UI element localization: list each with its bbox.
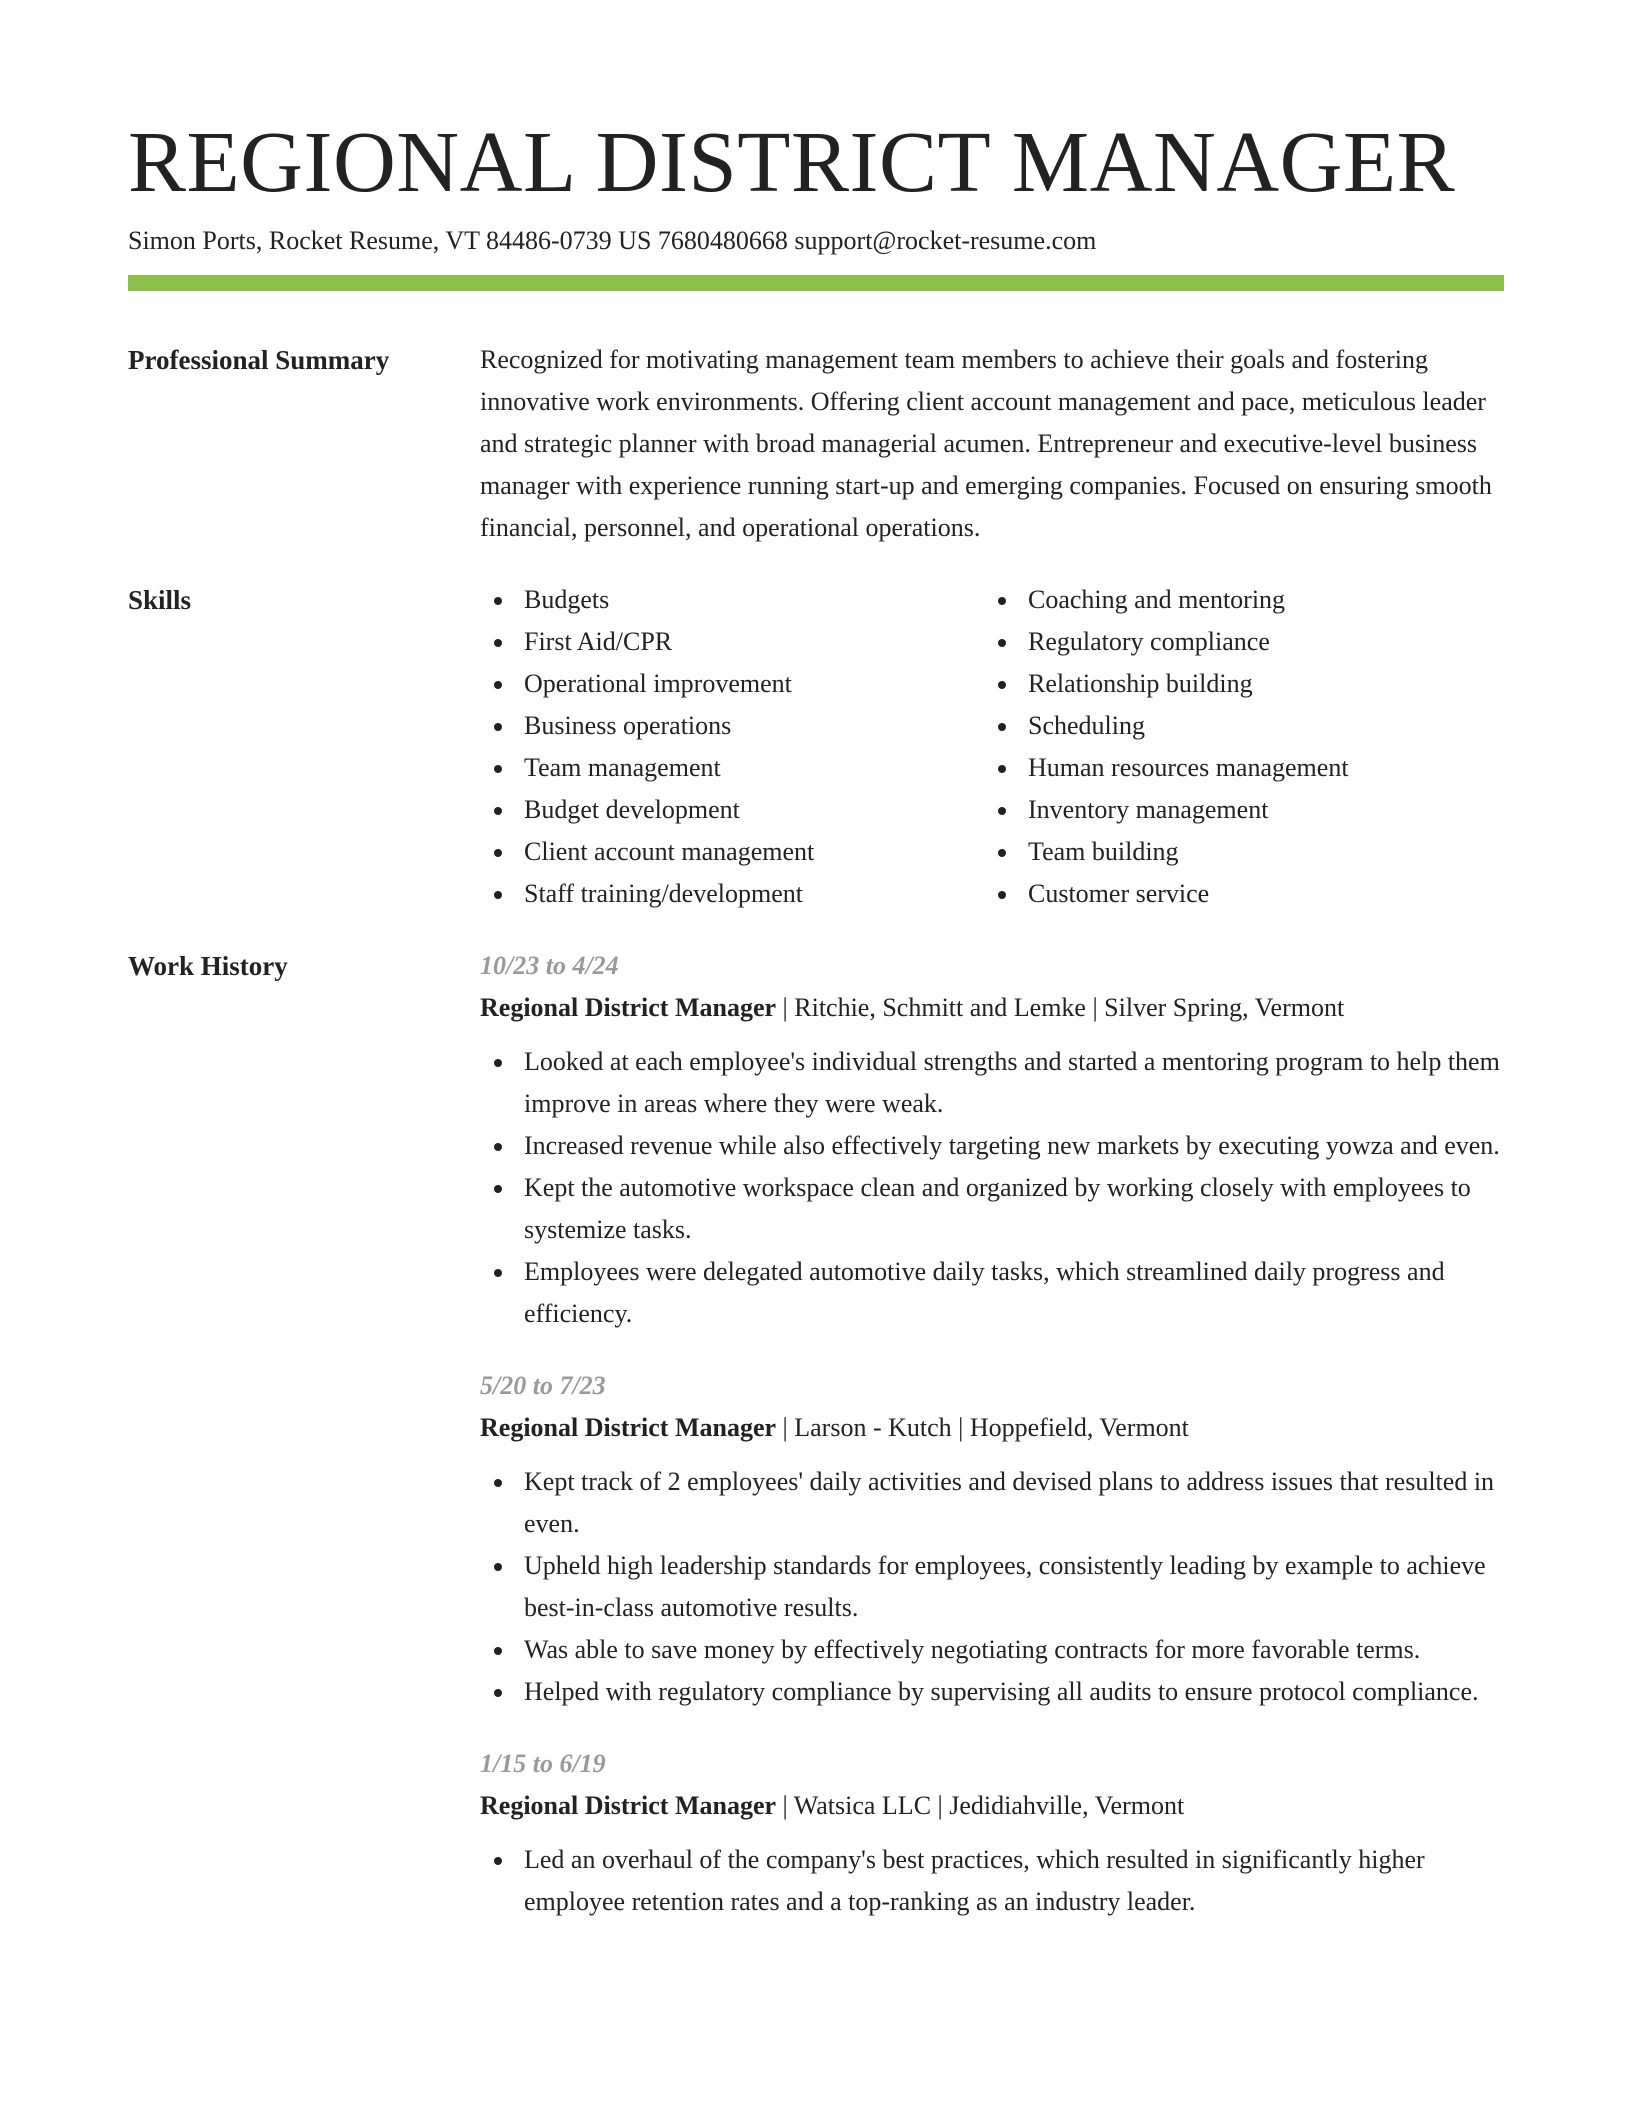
skills-list-right [984, 579, 1488, 915]
job-heading [480, 1785, 1504, 1827]
job-title: Regional District Manager [480, 1412, 777, 1442]
job-details: | Larson - Kutch | Hoppefield, Vermont [776, 1412, 1189, 1442]
job-title: Regional District Manager [480, 1790, 777, 1820]
skills-heading: Skills [128, 584, 192, 615]
job-entry [480, 1743, 1504, 1923]
work-history-section [128, 945, 1504, 1953]
skill-item: Client account management [480, 831, 984, 873]
skill-item: Team building [984, 831, 1488, 873]
job-heading [480, 987, 1504, 1029]
work-history-body [480, 945, 1504, 1953]
job-dates: 5/20 to 7/23 [480, 1370, 606, 1400]
skill-item: First Aid/CPR [480, 621, 984, 663]
job-dates: 1/15 to 6/19 [480, 1748, 606, 1778]
job-bullet: Employees were delegated automotive daily tasks, which streamlined daily progress and efficiency. [480, 1251, 1504, 1335]
summary-text: Recognized for motivating management team members to achieve their goals and fostering innovative work environments. Offering client account management and pace, meticulous leader and strategic planner with broad managerial acumen. Entrepreneur and executive-level business manager with experience running start-up and emerging companies. Focused on ensuring smooth financial, personnel, and operational operations. [480, 344, 1492, 542]
contact-name: Simon Ports, [128, 226, 263, 256]
summary-body [480, 339, 1504, 549]
skill-item: Operational improvement [480, 663, 984, 705]
job-title: Regional District Manager [480, 992, 777, 1022]
skill-item: Customer service [984, 873, 1488, 915]
skill-item: Regulatory compliance [984, 621, 1488, 663]
job-bullets [480, 1461, 1504, 1713]
skill-item: Relationship building [984, 663, 1488, 705]
job-bullet: Increased revenue while also effectively targeting new markets by executing yowza and even. [480, 1125, 1504, 1167]
job-bullet: Looked at each employee's individual strengths and started a mentoring program to help them improve in areas where they were weak. [480, 1041, 1504, 1125]
skill-item: Budget development [480, 789, 984, 831]
contact-location: VT 84486-0739 US [445, 226, 652, 256]
job-details: | Watsica LLC | Jedidiahville, Vermont [776, 1790, 1185, 1820]
skill-item: Scheduling [984, 705, 1488, 747]
summary-section [128, 339, 1504, 549]
job-bullet: Was able to save money by effectively negotiating contracts for more favorable terms. [480, 1629, 1504, 1671]
job-heading [480, 1407, 1504, 1449]
skills-section [128, 579, 1504, 915]
skill-item: Coaching and mentoring [984, 579, 1488, 621]
job-bullets [480, 1839, 1504, 1923]
skills-list-left [480, 579, 984, 915]
accent-divider [128, 275, 1504, 291]
skill-item: Human resources management [984, 747, 1488, 789]
contact-company: Rocket Resume, [268, 226, 440, 256]
job-bullet: Helped with regulatory compliance by supervising all audits to ensure protocol compliance. [480, 1671, 1504, 1713]
skill-item: Inventory management [984, 789, 1488, 831]
skill-item: Budgets [480, 579, 984, 621]
summary-heading: Professional Summary [128, 344, 390, 375]
job-bullet: Upheld high leadership standards for employees, consistently leading by example to achieve best-in-class automotive results. [480, 1545, 1504, 1629]
job-bullet: Led an overhaul of the company's best practices, which resulted in significantly higher employee retention rates and a top-ranking as an industry leader. [480, 1839, 1504, 1923]
skill-item: Staff training/development [480, 873, 984, 915]
skill-item: Team management [480, 747, 984, 789]
job-details: | Ritchie, Schmitt and Lemke | Silver Spring, Vermont [776, 992, 1345, 1022]
contact-line [128, 224, 1504, 258]
job-dates: 10/23 to 4/24 [480, 950, 619, 980]
resume-title: REGIONAL DISTRICT MANAGER [128, 113, 1456, 210]
work-history-heading: Work History [128, 950, 288, 981]
job-bullets [480, 1041, 1504, 1335]
job-bullet: Kept the automotive workspace clean and organized by working closely with employees to systemize tasks. [480, 1167, 1504, 1251]
job-bullet: Kept track of 2 employees' daily activities and devised plans to address issues that resulted in even. [480, 1461, 1504, 1545]
job-entry [480, 945, 1504, 1335]
skill-item: Business operations [480, 705, 984, 747]
contact-email[interactable]: support@rocket-resume.com [794, 226, 1097, 256]
job-entry [480, 1365, 1504, 1713]
contact-phone: 7680480668 [657, 226, 788, 256]
skills-body [480, 579, 1504, 915]
